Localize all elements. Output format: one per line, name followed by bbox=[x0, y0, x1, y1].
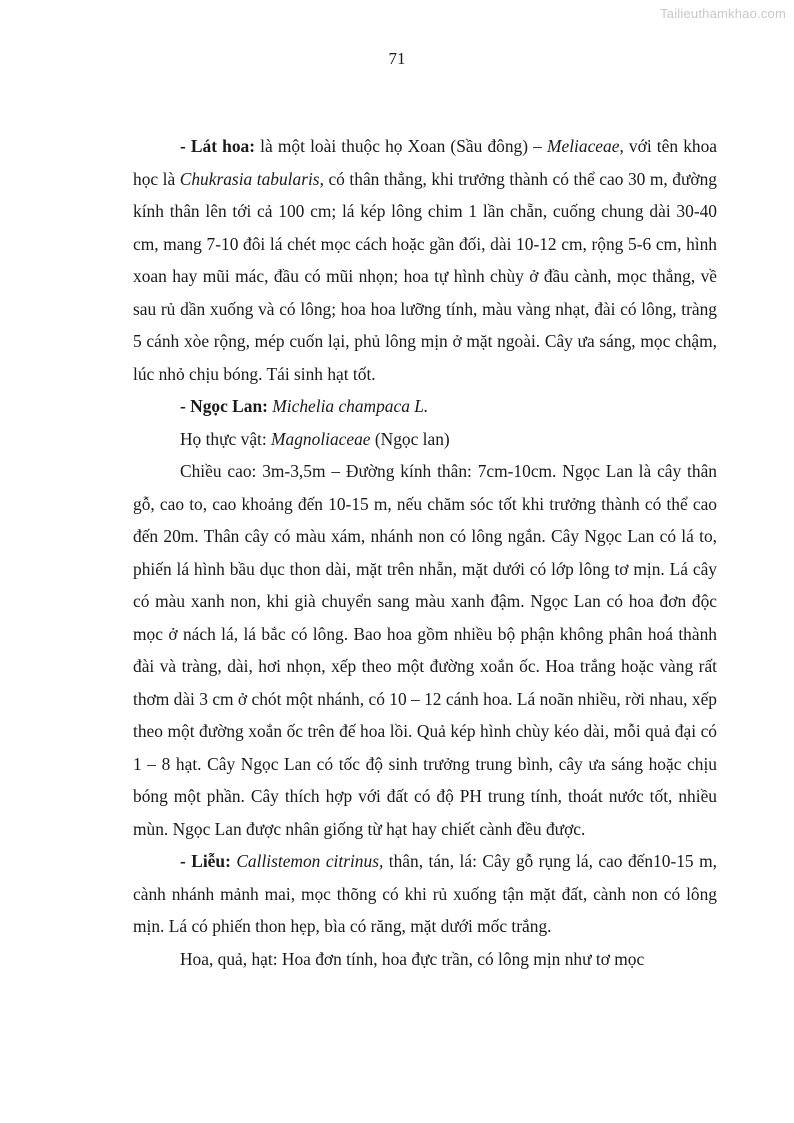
paragraph-lieu-flower: Hoa, quả, hạt: Hoa đơn tính, hoa đực trần, có lông mịn như tơ mọc bbox=[180, 948, 645, 969]
family-name: Magnoliaceae bbox=[271, 428, 371, 449]
paragraph-lieu bbox=[133, 845, 717, 943]
family-name: Meliaceae bbox=[547, 136, 620, 156]
text: thân, tán, lá: Cây gỗ rụng lá, cao đến10-15 m, cành nhánh mảnh mai, mọc thõng có khi rủ xuống tận mặt đất, cành non có lông mịn. Lá có phiến thon hẹp, bìa có răng, mặt dưới mốc trắng. bbox=[133, 851, 717, 936]
text: , có thân thẳng, khi trưởng thành có thể cao 30 m, đường kính thân lên tới cả 100 cm; lá kép lông chim 1 lần chẵn, cuống chung dài 30-40 cm, mang 7-10 đôi lá chét mọc cách hoặc gần đối, dài 10-12 cm, rộng 5-6 cm, hình xoan hay mũi mác, đầu có mũi nhọn; hoa tự hình chùy ở đầu cành, mọc thẳng, về sau rủ dần xuống và có lông; hoa hoa lưỡng tính, màu vàng nhạt, đài có lông, tràng 5 cánh xòe rộng, mép cuốn lại, phủ lông mịn ở mặt ngoài. Cây ưa sáng, mọc chậm, lúc nhỏ chịu bóng. Tái sinh hạt tốt. bbox=[133, 168, 717, 384]
text: , với tên khoa học là bbox=[133, 136, 717, 189]
scientific-name: Michelia champaca L. bbox=[272, 396, 429, 416]
scientific-name: Callistemon citrinus, bbox=[236, 851, 384, 871]
paragraph-ngoc-lan-title bbox=[133, 390, 717, 423]
watermark: Tailieuthamkhao.com bbox=[660, 6, 786, 21]
heading-lat-hoa: - Lát hoa: bbox=[180, 136, 256, 156]
paragraph-ngoc-lan-family bbox=[133, 423, 717, 456]
heading-lieu: - Liễu: bbox=[180, 851, 231, 871]
page-number: 71 bbox=[388, 49, 406, 68]
family-vn: (Ngọc lan) bbox=[370, 428, 450, 449]
paragraph-ngoc-lan-body: Chiều cao: 3m-3,5m – Đường kính thân: 7cm-10cm. Ngọc Lan là cây thân gỗ, cao to, cao khoảng đến 10-15 m, nếu chăm sóc tốt khi trưởng thành có thể cao đến 20m. Thân cây có màu xám, nhánh non có lông ngắn. Cây Ngọc Lan có lá to, phiến lá hình bầu dục thon dài, mặt trên nhẵn, mặt dưới có lớp lông tơ mịn. Lá cây có màu xanh non, khi già chuyển sang màu xanh đậm. Ngọc Lan có hoa đơn độc mọc ở nách lá, lá bắc có lông. Bao hoa gồm nhiều bộ phận không phân hoá thành đài và tràng, dài, hơi nhọn, xếp theo một đường xoắn ốc. Hoa trắng hoặc vàng rất thơm dài 3 cm ở chót một nhánh, có 10 – 12 cánh hoa. Lá noãn nhiều, rời nhau, xếp theo một đường xoắn ốc trên đế hoa lồi. Quả kép hình chùy kéo dài, mỗi quả đại có 1 – 8 hạt. Cây Ngọc Lan có tốc độ sinh trưởng trung bình, cây ưa sáng hoặc chịu bóng một phần. Cây thích hợp với đất có độ PH trung tính, thoát nước tốt, nhiều mùn. Ngọc Lan được nhân giống từ hạt hay chiết cành đều được. bbox=[133, 461, 717, 839]
document-body bbox=[133, 130, 717, 975]
heading-ngoc-lan: - Ngọc Lan: bbox=[180, 396, 268, 416]
paragraph-lat-hoa bbox=[133, 130, 717, 390]
text: là một loài thuộc họ Xoan (Sầu đông) – bbox=[255, 136, 548, 156]
scientific-name: Chukrasia tabularis bbox=[179, 168, 320, 189]
family-label: Họ thực vật: bbox=[180, 428, 272, 449]
